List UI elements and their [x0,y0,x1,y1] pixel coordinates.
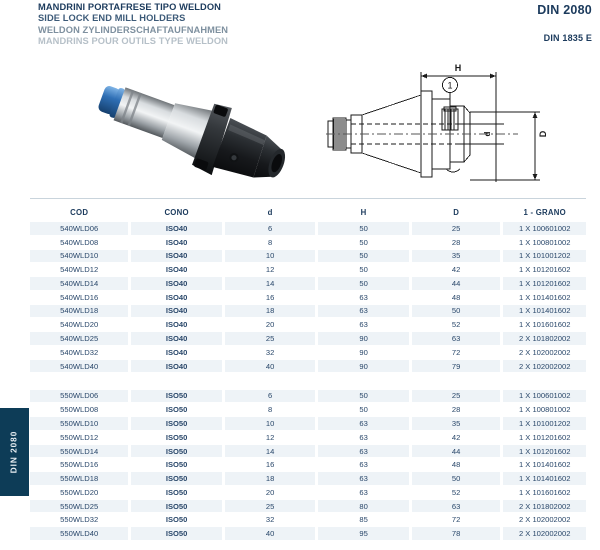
cell-dcap: 78 [412,527,501,540]
column-header-grano: 1 - GRANO [523,207,566,217]
section-tab-label: DIN 2080 [9,430,19,474]
cell-cono: ISO40 [165,292,188,302]
cell-cod: 550WLD25 [30,500,128,513]
dim-label-d-inner: d [483,131,492,137]
cell-cono: ISO50 [165,405,188,415]
cell-cod: 540WLD25 [30,332,128,345]
page-header [38,3,578,51]
cell-dcap: 50 [412,472,501,485]
cell-h: 50 [318,390,409,403]
cell-grano: 2 X 102002002 [503,360,586,373]
cell-dcap: 28 [451,237,461,247]
cell-cod: 540WLD06 [30,222,128,235]
cell-d: 14 [225,445,316,458]
cell-dcap: 42 [451,265,461,275]
cell-d: 16 [265,460,275,470]
cell-cono: ISO50 [131,500,222,513]
table-body [30,222,586,540]
cell-dcap: 72 [451,515,461,525]
callout-1-label: 1 [447,80,453,91]
cell-grano: 1 X 101401602 [503,305,586,318]
cell-d: 12 [265,432,275,442]
cell-grano: 1 X 101601602 [518,487,571,497]
cell-dcap: 72 [451,347,461,357]
cell-d: 8 [267,405,273,415]
cell-grano: 1 X 101401602 [518,292,571,302]
cell-grano: 2 X 101802002 [503,332,586,345]
cell-d: 18 [225,472,316,485]
cell-grano: 1 X 101001202 [503,250,586,263]
cell-grano: 1 X 100601002 [503,222,586,235]
table-row[interactable] [30,390,586,403]
specifications-table [30,198,586,541]
cell-grano: 1 X 101201602 [518,432,571,442]
title-italian: MANDRINI PORTAFRESE TIPO WELDON [38,2,221,12]
cell-dcap: 48 [451,292,461,302]
cell-cod: 540WLD10 [30,250,128,263]
cell-cono: ISO50 [165,515,188,525]
cell-cod: 550WLD18 [30,472,128,485]
cell-d: 40 [225,527,316,540]
column-header-h: H [360,207,367,217]
cell-h: 50 [318,250,409,263]
cell-h: 63 [359,460,368,470]
table-top-rule [30,198,586,199]
cell-h: 50 [318,277,409,290]
cell-dcap: 50 [412,305,501,318]
table-block-spacer [30,374,586,390]
cell-cono: ISO50 [165,432,188,442]
cell-d: 8 [267,237,273,247]
cell-dcap: 28 [451,405,461,415]
table-row[interactable] [30,514,586,527]
table-row[interactable] [30,500,586,513]
cell-grano: 1 X 101401602 [518,460,571,470]
cell-cono: ISO40 [131,222,222,235]
cell-cono: ISO40 [165,320,188,330]
cell-d: 40 [225,360,316,373]
cell-grano: 1 X 100801002 [518,405,571,415]
cell-h: 50 [359,265,368,275]
table-row[interactable] [30,445,586,458]
cell-cod: 550WLD40 [30,527,128,540]
technical-drawing [318,58,600,203]
din-standard-sub: DIN 1835 E [543,33,592,43]
cell-cono: ISO50 [131,445,222,458]
cell-cod: 550WLD16 [60,460,99,470]
cell-grano: 1 X 101201602 [503,277,586,290]
table-row[interactable] [30,472,586,485]
cell-cod: 540WLD16 [60,292,99,302]
cell-cono: ISO40 [131,305,222,318]
cell-grano: 1 X 100801002 [518,237,571,247]
table-row[interactable] [30,332,586,345]
cell-cono: ISO40 [131,332,222,345]
cell-cono: ISO40 [165,347,188,357]
cell-cod: 540WLD40 [30,360,128,373]
dim-label-h: H [454,63,462,73]
cell-h: 63 [359,320,368,330]
title-english: SIDE LOCK END MILL HOLDERS [38,13,186,24]
dim-label-d-outer: D [538,130,548,138]
cell-h: 63 [318,305,409,318]
cell-h: 80 [318,500,409,513]
table-row[interactable] [30,263,586,276]
table-row[interactable] [30,250,586,263]
din-standard-main: DIN 2080 [537,3,592,17]
cell-cod: 550WLD06 [30,390,128,403]
cell-grano: 2 X 101802002 [503,500,586,513]
cell-cod: 540WLD20 [60,320,99,330]
column-header-cono: CONO [164,207,189,217]
cell-dcap: 44 [412,277,501,290]
cell-dcap: 52 [451,320,461,330]
cell-dcap: 48 [451,460,461,470]
cell-h: 63 [359,292,368,302]
cell-dcap: 79 [412,360,501,373]
cell-cono: ISO50 [131,527,222,540]
cell-cono: ISO40 [165,237,188,247]
table-row[interactable] [30,459,586,472]
cell-h: 63 [359,487,368,497]
cell-cono: ISO40 [131,277,222,290]
cell-d: 6 [225,390,316,403]
cell-grano: 2 X 102002002 [518,347,571,357]
table-row[interactable] [30,277,586,290]
cell-cod: 550WLD32 [60,515,99,525]
cell-d: 14 [225,277,316,290]
table-row[interactable] [30,305,586,318]
cell-cono: ISO40 [131,250,222,263]
cell-grano: 2 X 102002002 [503,527,586,540]
table-row[interactable] [30,346,586,359]
cell-d: 10 [225,250,316,263]
cell-grano: 1 X 101201602 [503,445,586,458]
cell-d: 20 [265,487,275,497]
cell-h: 63 [318,417,409,430]
cell-dcap: 42 [451,432,461,442]
cell-cod: 540WLD32 [60,347,99,357]
table-row[interactable] [30,236,586,249]
table-row[interactable] [30,431,586,444]
cell-d: 10 [225,417,316,430]
table-header-row [30,205,586,219]
cell-h: 63 [318,472,409,485]
cell-cono: ISO50 [131,417,222,430]
cell-cod: 550WLD10 [30,417,128,430]
cell-h: 90 [359,347,368,357]
cell-h: 85 [359,515,368,525]
cell-d: 6 [225,222,316,235]
cell-cono: ISO40 [131,360,222,373]
column-header-d: d [267,207,273,217]
table-row[interactable] [30,360,586,373]
title-french: MANDRINS POUR OUTILS TYPE WELDON [38,36,228,47]
table-row[interactable] [30,222,586,235]
cell-h: 95 [318,527,409,540]
cell-cod: 550WLD20 [60,487,99,497]
column-header-dcap: D [453,207,460,217]
cell-dcap: 44 [412,445,501,458]
cell-d: 25 [225,500,316,513]
cell-grano: 1 X 101201602 [518,265,571,275]
cell-d: 32 [265,347,275,357]
cell-h: 50 [318,222,409,235]
table-row[interactable] [30,486,586,499]
cell-d: 12 [265,265,275,275]
cell-h: 50 [359,237,368,247]
table-row[interactable] [30,417,586,430]
cell-dcap: 52 [451,487,461,497]
cell-h: 90 [318,360,409,373]
cell-dcap: 35 [412,417,501,430]
cell-cono: ISO50 [165,487,188,497]
cell-d: 20 [265,320,275,330]
cell-cod: 550WLD14 [30,445,128,458]
cell-grano: 1 X 101601602 [518,320,571,330]
cell-cono: ISO40 [165,265,188,275]
cell-d: 16 [265,292,275,302]
cell-dcap: 63 [412,332,501,345]
table-row[interactable] [30,291,586,304]
cell-grano: 1 X 101001202 [503,417,586,430]
cell-d: 25 [225,332,316,345]
cell-grano: 2 X 102002002 [518,515,571,525]
cell-cod: 540WLD12 [60,265,99,275]
cell-cod: 550WLD12 [60,432,99,442]
column-header-cod: COD [70,207,89,217]
cell-dcap: 35 [412,250,501,263]
cell-dcap: 63 [412,500,501,513]
table-row[interactable] [30,318,586,331]
cell-cod: 540WLD08 [60,237,99,247]
cell-d: 18 [225,305,316,318]
cell-cono: ISO50 [131,472,222,485]
cell-h: 63 [318,445,409,458]
cell-d: 32 [265,515,275,525]
cell-grano: 1 X 101401602 [503,472,586,485]
cell-cod: 550WLD08 [60,405,99,415]
cell-h: 50 [359,405,368,415]
cell-cod: 540WLD18 [30,305,128,318]
table-row[interactable] [30,403,586,416]
cell-h: 63 [359,432,368,442]
cell-cono: ISO50 [131,390,222,403]
cell-cono: ISO50 [165,460,188,470]
cell-cod: 540WLD14 [30,277,128,290]
cell-grano: 1 X 100601002 [503,390,586,403]
table-row[interactable] [30,527,586,540]
cell-dcap: 25 [412,390,501,403]
product-photo [78,58,308,203]
title-german: WELDON ZYLINDERSCHAFTAUFNAHMEN [38,24,229,35]
cell-h: 90 [318,332,409,345]
cell-dcap: 25 [412,222,501,235]
section-tab-din2080[interactable] [0,408,29,496]
